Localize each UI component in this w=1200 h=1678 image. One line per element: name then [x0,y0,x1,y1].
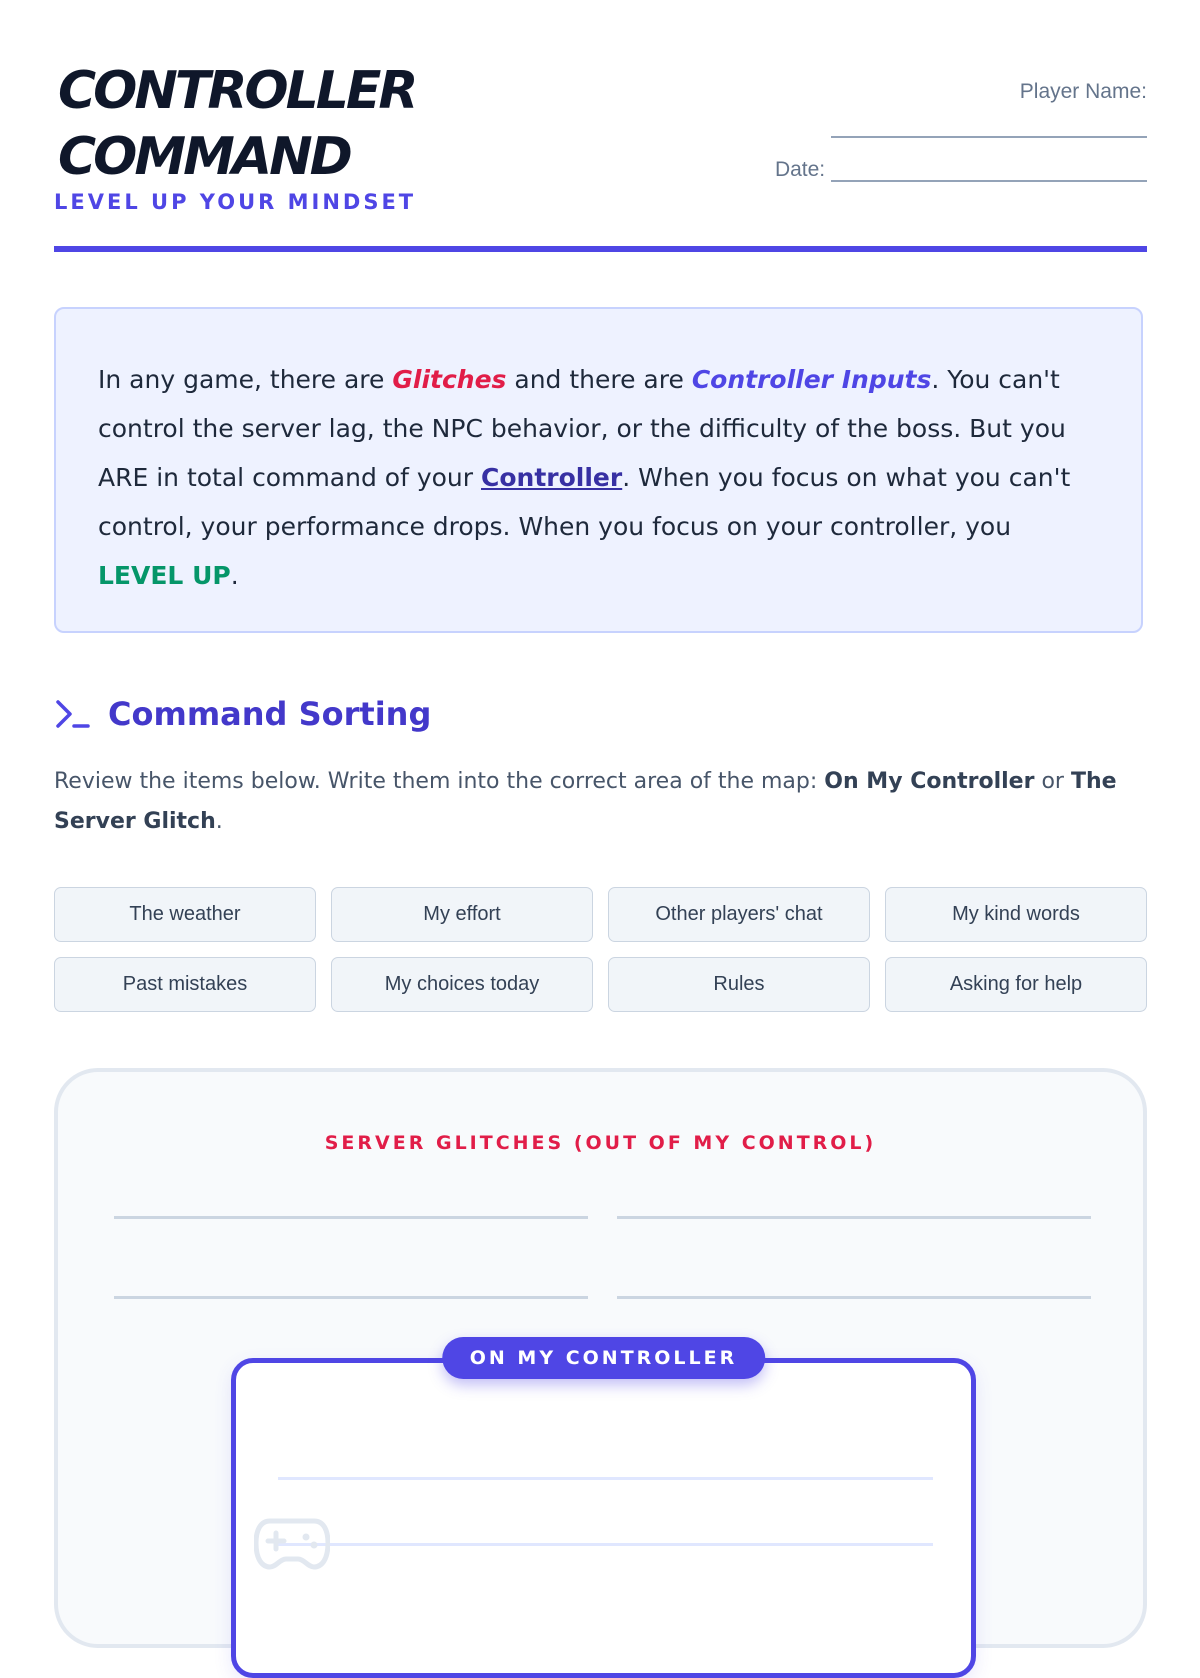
on-my-controller-zone [231,1347,976,1678]
intro-box [54,307,1143,633]
controller-inputs-term: Controller Inputs [691,365,932,394]
sort-item-chip[interactable]: Rules [608,957,870,1012]
date-field-row [775,158,1147,182]
server-glitch-write-line[interactable] [617,1296,1091,1299]
player-name-label: Player Name: [1019,80,1147,103]
on-my-controller-label: ON MY CONTROLLER [442,1337,766,1379]
gamepad-icon [254,1515,330,1571]
intro-text-2: and there are [506,365,692,394]
sort-item-chip[interactable]: My kind words [885,887,1147,942]
instructions-text-1: Review the items below. Write them into the correct area of the map: [54,769,825,794]
title-line-2: COMMAND [58,127,350,187]
controller-write-line[interactable] [278,1477,933,1480]
intro-text-3: . You can't control the server lag, the NPC behavior, or the difficulty of the boss. But you ARE in total command of your [98,365,1066,492]
date-field[interactable] [831,158,1147,182]
control-map [54,1068,1147,1648]
section-title: Command Sorting [108,695,432,733]
option-server-glitch: The Server Glitch [54,769,1117,834]
header-divider [54,246,1147,252]
sort-item-chip[interactable]: My effort [331,887,593,942]
intro-text-5: . [230,561,239,590]
instructions-text-2: or [1034,769,1071,794]
title-line-1: CONTROLLER [58,61,416,121]
controller-write-line[interactable] [278,1543,933,1546]
terminal-prompt-icon [54,696,90,732]
player-name-field[interactable] [831,114,1147,138]
option-on-my-controller: On My Controller [824,769,1035,794]
date-label: Date: [774,158,826,181]
instructions [54,762,1147,842]
server-glitches-label: SERVER GLITCHES (OUT OF MY CONTROL) [324,1132,877,1154]
sort-item-chip[interactable]: The weather [54,887,316,942]
command-sorting-header [54,692,431,736]
sort-item-chip[interactable]: Past mistakes [54,957,316,1012]
page-title [58,58,415,190]
page-subtitle: LEVEL UP YOUR MINDSET [54,190,417,214]
glitches-term: Glitches [392,365,507,394]
instructions-text-3: . [215,809,223,834]
sort-item-chip[interactable]: Asking for help [885,957,1147,1012]
worksheet-page [54,0,1147,1600]
server-glitch-write-line[interactable] [617,1216,1091,1219]
level-up-term: LEVEL UP [98,561,231,590]
intro-text-4: . When you focus on what you can't control, your performance drops. When you focus on your controller, you [98,463,1071,541]
server-glitch-write-line[interactable] [114,1296,588,1299]
server-glitch-write-line[interactable] [114,1216,588,1219]
sort-item-chip[interactable]: Other players' chat [608,887,870,942]
controller-term: Controller [481,463,623,492]
intro-text-1: In any game, there are [98,365,393,394]
sort-item-chip[interactable]: My choices today [331,957,593,1012]
